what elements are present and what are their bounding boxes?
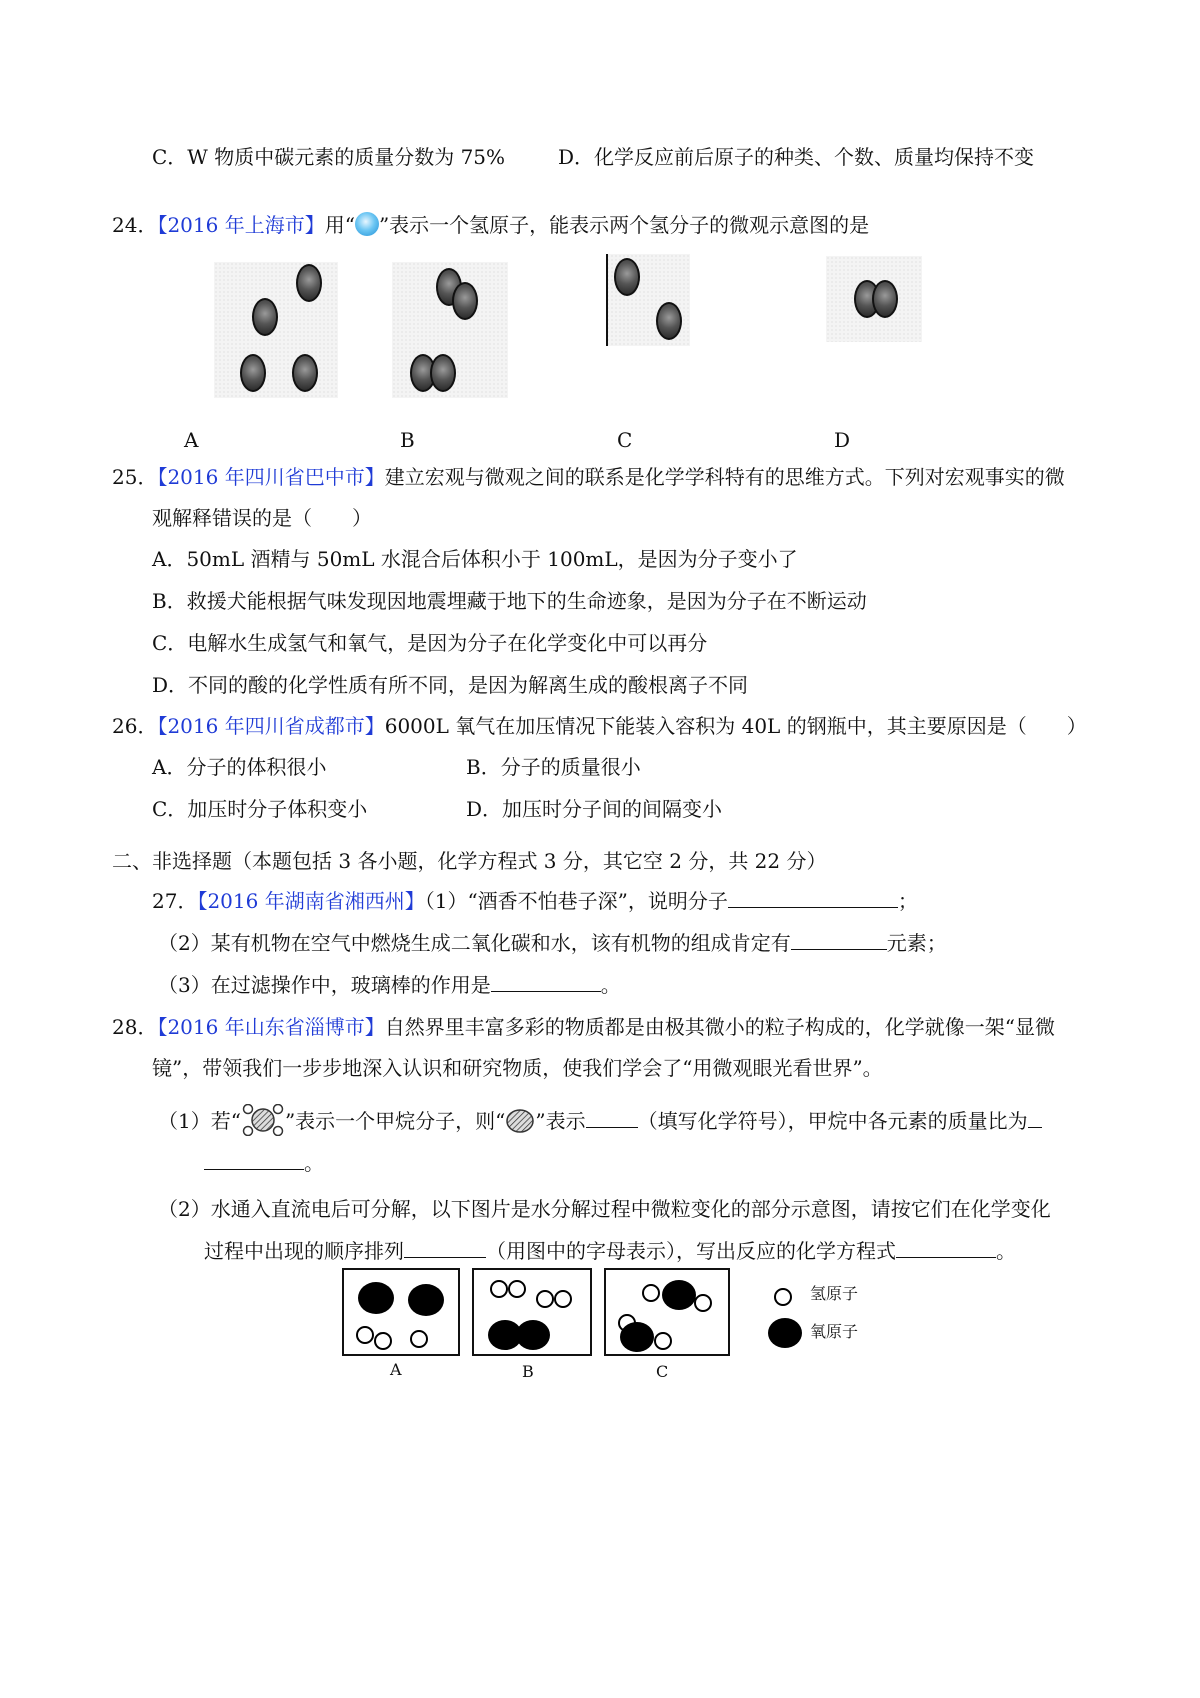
fig-label-c: C — [656, 1362, 669, 1381]
methane-molecule-icon — [241, 1104, 285, 1136]
source-tag: 【2016 年湖南省湘西州】 — [197, 889, 425, 913]
q25-stem — [112, 464, 1065, 490]
figure-label-c: C — [617, 428, 633, 452]
figure-c-border-line — [606, 254, 608, 346]
part-2-text-b: （用图中的字母表示），写出反应的化学方程式 — [486, 1239, 896, 1263]
part-2-end: 元素； — [886, 931, 947, 955]
figure-d — [826, 256, 922, 342]
figure-c — [606, 254, 690, 346]
source-tag: 【2016 年四川省巴中市】 — [157, 465, 385, 489]
stem-line-1: 自然界里丰富多彩的物质都是由极其微小的粒子构成的，化学就像一架“显微 — [384, 1015, 1055, 1039]
part-3-end: 。 — [600, 973, 621, 997]
part-1-text: （1）“酒香不怕巷子深”，说明分子 — [424, 889, 728, 913]
q23-option-c: C．W 物质中碳元素的质量分数为 75% — [152, 145, 506, 169]
q26-stem — [112, 713, 1087, 739]
part-1-text-a: （1）若“ — [158, 1109, 241, 1133]
q25-option-d: D．不同的酸的化学性质有所不同，是因为解离生成的酸根离子不同 — [152, 673, 749, 697]
q27-part-1 — [152, 888, 918, 914]
answer-blank[interactable] — [204, 1151, 304, 1170]
q24-stem — [112, 212, 869, 238]
figure-label-a: A — [184, 428, 199, 452]
question-number: 25． — [112, 465, 158, 489]
part-1-text-b: ”表示一个甲烷分子，则“ — [284, 1109, 506, 1133]
source-tag: 【2016 年山东省淄博市】 — [157, 1015, 385, 1039]
q28-figure — [340, 1268, 874, 1386]
q28-part-1-continuation — [204, 1150, 324, 1176]
part-2-end: 。 — [996, 1239, 1016, 1263]
fig-label-a: A — [390, 1360, 402, 1379]
part-1-end: ； — [897, 889, 918, 913]
q25-option-c: C．电解水生成氢气和氧气，是因为分子在化学变化中可以再分 — [152, 631, 708, 655]
q25-stem-line-2: 观解释错误的是（ ） — [152, 506, 372, 530]
source-tag: 【2016 年四川省成都市】 — [157, 714, 385, 738]
q23-option-d: D．化学反应前后原子的种类、个数、质量均保持不变 — [558, 145, 1035, 169]
answer-blank[interactable] — [491, 973, 601, 992]
figure-c-box — [604, 1268, 730, 1356]
hydrogen-legend-icon — [774, 1288, 792, 1306]
fig-label-b: B — [522, 1362, 534, 1381]
q26-option-a: A．分子的体积很小 — [152, 755, 327, 779]
source-tag: 【2016 年上海市】 — [157, 213, 325, 237]
q26-option-c: C．加压时分子体积变小 — [152, 797, 368, 821]
q28-part-1 — [158, 1104, 1042, 1136]
q26-option-d: D．加压时分子间的间隔变小 — [466, 797, 723, 821]
q28-stem-line-2: 镜”，带领我们一步步地深入认识和研究物质，使我们学会了“用微观眼光看世界”。 — [152, 1056, 883, 1080]
q27-part-2 — [158, 930, 947, 956]
answer-blank[interactable] — [791, 931, 887, 950]
part-2-text: （2）某有机物在空气中燃烧生成二氧化碳和水，该有机物的组成肯定有 — [158, 931, 791, 955]
question-number: 24． — [112, 213, 158, 237]
figure-label-d: D — [834, 428, 851, 452]
q27-part-3 — [158, 972, 621, 998]
legend-hydrogen: 氢原子 — [810, 1284, 859, 1303]
part-1-text-d: （填写化学符号），甲烷中各元素的质量比为 — [637, 1109, 1028, 1133]
q25-option-b: B．救援犬能根据气味发现因地震埋藏于地下的生命迹象，是因为分子在不断运动 — [152, 589, 867, 613]
answer-blank[interactable] — [728, 889, 898, 908]
stem-line-1: 建立宏观与微观之间的联系是化学学科特有的思维方式。下列对宏观事实的微 — [384, 465, 1065, 489]
question-number: 26． — [112, 714, 158, 738]
q25-option-a: A．50mL 酒精与 50mL 水混合后体积小于 100mL，是因为分子变小了 — [152, 547, 798, 571]
answer-blank[interactable] — [404, 1239, 486, 1258]
oxygen-legend-icon — [768, 1318, 802, 1348]
q28-stem — [112, 1014, 1055, 1040]
part-2-text-a: 过程中出现的顺序排列 — [204, 1239, 404, 1263]
section-2-title: 二、非选择题（本题包括 3 各小题，化学方程式 3 分，其它空 2 分，共 22 分） — [112, 849, 827, 873]
answer-blank[interactable] — [1028, 1109, 1042, 1128]
part-1-text-c: ”表示 — [535, 1109, 586, 1133]
answer-blank[interactable] — [586, 1109, 638, 1128]
carbon-atom-icon — [505, 1108, 535, 1134]
figure-b-box — [472, 1268, 592, 1356]
q26-option-b: B．分子的质量很小 — [466, 755, 641, 779]
part-3-text: （3）在过滤操作中，玻璃棒的作用是 — [158, 973, 491, 997]
stem-text: 6000L 氧气在加压情况下能装入容积为 40L 的钢瓶中，其主要原因是（ ） — [384, 714, 1087, 738]
question-number: 28． — [112, 1015, 158, 1039]
figure-label-b: B — [400, 428, 415, 452]
legend-oxygen: 氧原子 — [810, 1322, 859, 1341]
part-1-end: 。 — [304, 1151, 324, 1175]
question-number: 27． — [152, 889, 198, 913]
q28-part-2-line-2 — [204, 1238, 1016, 1264]
figure-a-box — [342, 1268, 460, 1356]
hydrogen-atom-icon — [355, 212, 379, 236]
stem-text-post: ”表示一个氢原子，能表示两个氢分子的微观示意图的是 — [378, 213, 870, 237]
figure-a — [214, 262, 338, 398]
stem-text-pre: 用“ — [324, 213, 355, 237]
answer-blank[interactable] — [896, 1239, 996, 1258]
figure-b — [392, 262, 508, 398]
q28-part-2-line-1: （2）水通入直流电后可分解，以下图片是水分解过程中微粒变化的部分示意图，请按它们在化学变化 — [158, 1197, 1051, 1221]
